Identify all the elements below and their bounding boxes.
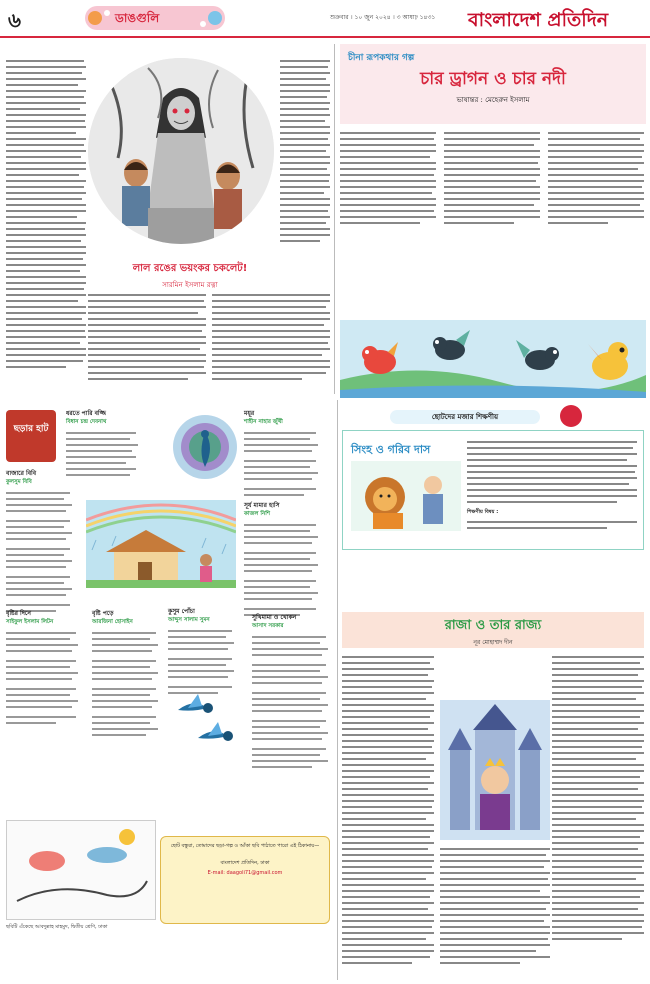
poem-author: আব্দুস সালাম সুমন [168, 617, 210, 623]
submission-email[interactable]: E-mail: daagoli71@gmail.com [207, 870, 283, 876]
poem-7 [168, 606, 246, 708]
poem-2 [6, 468, 86, 620]
joke-body [467, 439, 637, 543]
poem-8 [252, 612, 334, 784]
poem-5 [6, 608, 86, 730]
poem-title: ময়ূর [244, 410, 255, 417]
poem-author: আরজিনা হোসাইন [92, 619, 133, 625]
poem-3 [244, 408, 334, 504]
poem-6 [92, 608, 164, 750]
story2-dragons-illustration [340, 320, 646, 398]
story2-title: চার ড্রাগন ও চার নদী [420, 69, 566, 89]
submission-box [160, 836, 330, 924]
poem-author: কাজল নিশি [244, 511, 271, 517]
story2-header [340, 44, 646, 124]
story1-title: লাল রঙের ভয়ংকর চকলেট! [132, 263, 248, 274]
logo-badge-icon [560, 405, 582, 427]
peacock-illustration [170, 412, 240, 482]
section-banner [85, 4, 225, 32]
column-rule [337, 400, 338, 980]
submission-text: ছোট বন্ধুরা, তোমাদের ছড়া-গল্প ও আঁকা ছবি পাঠাতে পারো এই ঠিকানায়— [170, 843, 320, 849]
poem-title: ধরতে পারি বজ্জি [66, 410, 106, 417]
drawing-caption: ছবিটি এঁকেছে আবদুল্লাহ মাহমুদ, দ্বিতীয় শ্রেণি, ঢাকা [6, 924, 108, 930]
poem-author: কুলসুম বিবি [6, 479, 32, 485]
poem-title: সূর্য মামার হাসি [244, 502, 280, 509]
poem-title: বাজারে বিবি [6, 470, 37, 477]
story2-columns [340, 130, 646, 230]
rain-house-illustration [86, 500, 236, 588]
poem-title: বৃষ্টি পড়ে [92, 610, 114, 617]
lion-illustration [351, 461, 461, 531]
chhora-badge-text: ছড়ার হাট [13, 424, 49, 434]
story1-col3 [88, 292, 330, 392]
kids-drawing [6, 820, 156, 920]
story3-col1 [342, 654, 434, 974]
poem-author: শাহীন নাহার জুঁথী [244, 419, 283, 425]
joke-lesson-label: শিক্ষণীয় বিষয় : [467, 509, 499, 515]
story3-author: নূর মোহাম্মদ দীন [473, 639, 513, 646]
story1-col2 [280, 58, 330, 248]
story3-title: রাজা ও তার রাজ্য [444, 618, 542, 633]
story3-col3 [552, 654, 644, 974]
masthead-logo: বাংলাদেশ প্রতিদিন [468, 9, 609, 31]
page-header [0, 0, 650, 38]
column-rule [334, 44, 335, 394]
joke-title: সিংহ ও গরিব দাস [351, 443, 431, 456]
story1-title-block [130, 262, 250, 291]
joke-header-text: ছোটদের মজার শিক্ষণীয় [431, 413, 499, 421]
poem-author: সাইফুল ইসলাম লিটন [6, 619, 54, 625]
story1-col1 [6, 58, 86, 374]
poem-author: আসাদ সরকার [252, 623, 284, 629]
issue-date: শুক্রবার । ১০ জুন ২০২৪ । ৩ আষাঢ় ১৪৩১ [330, 14, 436, 21]
chhora-badge [6, 410, 56, 462]
section-logo-text: ডাঙগুলি [115, 11, 160, 25]
story1-author: সারমিন ইসলাম রত্না [162, 281, 218, 289]
poem-title: সুখিমামা ও খোকন [252, 614, 297, 621]
poem-4 [244, 500, 334, 622]
story2-translator: ভাষান্তর : মেহেরুন ইসলাম [456, 96, 530, 104]
story3-col2-bottom [440, 846, 550, 976]
poem-author: বিধান চন্দ্র দেবনাথ [66, 419, 107, 425]
page-number: ৬ [8, 8, 22, 32]
poem-title: কুসুম পোঁচা [168, 608, 195, 615]
story1-illustration [88, 58, 274, 244]
joke-box [342, 430, 644, 550]
joke-header [390, 410, 540, 424]
submission-address: বাংলাদেশ প্রতিদিন, ঢাকা [220, 860, 270, 866]
story3-header [342, 612, 644, 648]
story2-kicker: চীনা রূপকথার গল্প [348, 53, 415, 63]
poem-title: বৃষ্টির দিনে [6, 610, 31, 617]
castle-illustration [440, 700, 550, 840]
